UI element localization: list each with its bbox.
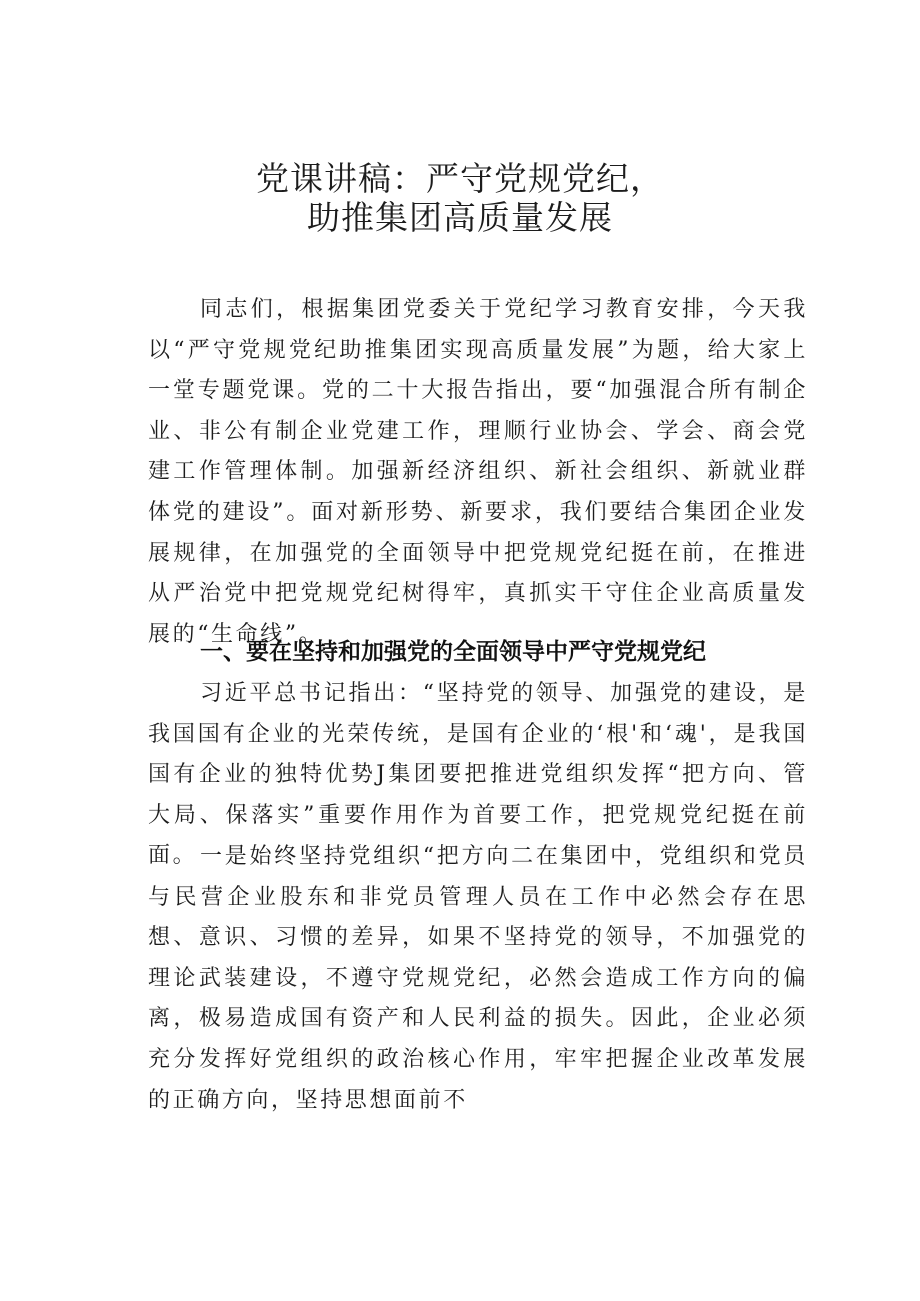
paragraph-text: 同志们，根据集团党委关于党纪学习教育安排，今天我以“严守党规党纪助推集团实现高质量发展”为题，给大家上一堂专题党课。党的二十大报告指出，要“加强混合所有制企业、非公有制企业党建工作，理顺行业协会、学会、商会党建工作管理体制。加强新经济组织、新社会组织、新就业群体党的建设”。面对新形势、新要求，我们要结合集团企业发展规律，在加强党的全面领导中把党规党纪挺在前，在推进从严治党中把党规党纪树得牢，真抓实干守住企业高质量发展的“生命线”。	[148, 297, 808, 647]
document-title-line-1: 党课讲稿：严守党规党纪，	[256, 159, 664, 198]
section-heading-1: 一、要在坚持和加强党的全面领导中严守党规党纪	[200, 639, 706, 665]
body-paragraph-1	[148, 290, 808, 655]
paragraph-text: 习近平总书记指出：“坚持党的领导、加强党的建设，是我国国有企业的光荣传统，是国有企业的‘根'和‘魂'，是我国国有企业的独特优势J集团要把推进党组织发挥“把方向、管大局、保落实”重要作用作为首要工作，把党规党纪挺在前面。	[148, 681, 808, 869]
body-paragraph-3	[148, 837, 808, 1121]
document-title-line-2: 助推集团高质量发展	[307, 198, 613, 237]
paragraph-text: 一是始终坚持党组织“把方向二在集团中，党组织和党员与民营企业股东和非党员管理人员在工作中必然会存在思想、意识、习惯的差异，如果不坚持党的领导，不加强党的理论武装建设，不遵守党规党纪，必然会造成工作方向的偏离，极易造成国有资产和人民利益的损失。因此，企业必须充分发挥好党组织的政治核心作用，牢牢把握企业改革发展的正确方向，坚持思想面前不	[148, 844, 808, 1113]
